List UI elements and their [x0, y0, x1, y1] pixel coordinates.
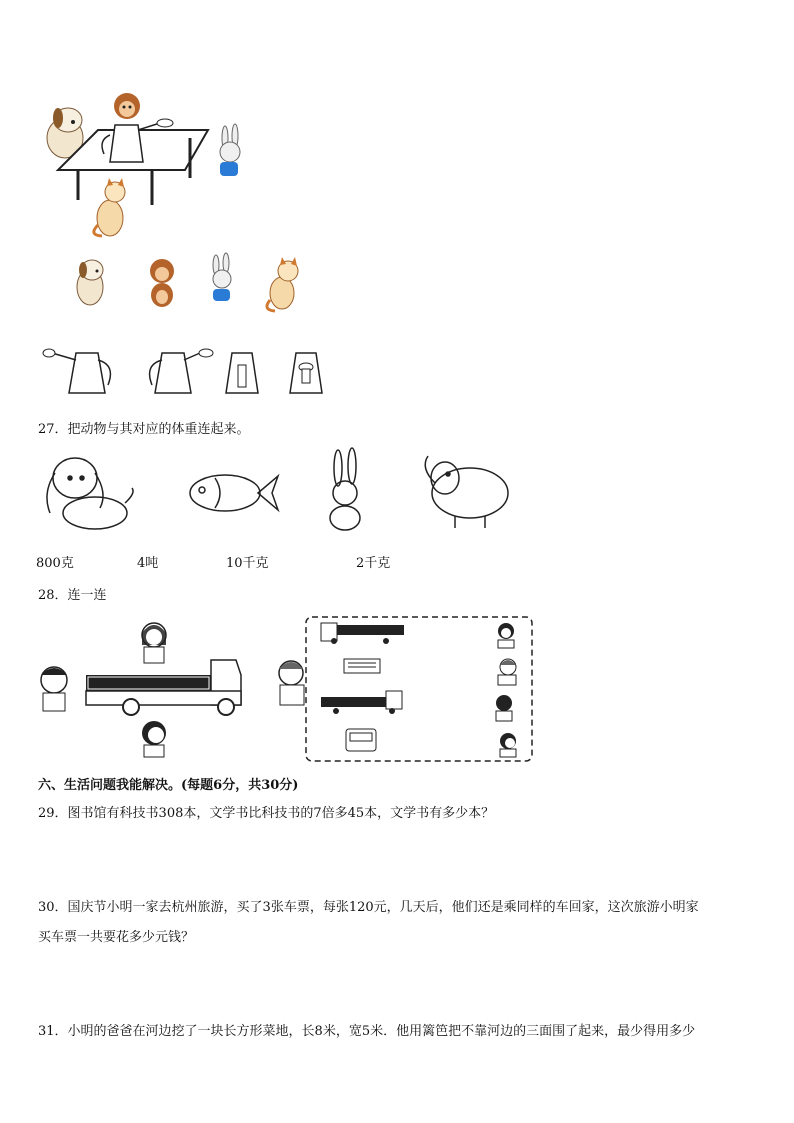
monkey-icon: [150, 259, 174, 307]
animal-row: [70, 255, 310, 315]
kid-view-4: [500, 733, 516, 757]
truck-icon: [86, 660, 241, 715]
q27-text: 27．把动物与其对应的体重连起来。: [38, 422, 250, 437]
truck-view-side-1: [321, 623, 404, 644]
dog-icon: [77, 260, 103, 305]
weight-label-3: 10千克: [226, 556, 269, 571]
can-view-4: [290, 353, 322, 393]
truck-view-back: [344, 659, 380, 673]
kid-view-2: [498, 659, 516, 685]
fish-icon: [190, 475, 278, 511]
views-row: [40, 345, 340, 400]
weight-label-4: 2千克: [356, 556, 391, 571]
rabbit-icon: [213, 253, 231, 301]
truck-view-front: [346, 729, 376, 751]
q28-text: 28．连一连: [38, 588, 107, 603]
can-view-1: [43, 349, 110, 393]
weight-animals-row: [40, 448, 520, 538]
q29-text: 29．图书馆有科技书308本，文学书比科技书的7倍多45本，文学书有多少本？: [38, 806, 495, 821]
monkey-icon: [114, 93, 140, 119]
rabbit-icon: [220, 124, 240, 176]
weight-label-2: 4吨: [137, 556, 159, 571]
weight-label-1: 800克: [36, 556, 74, 571]
kid-view-1: [498, 623, 514, 648]
can-view-2: [150, 349, 213, 393]
girl-top-icon: [142, 623, 166, 663]
table-scene: [40, 90, 260, 240]
truck-scene: [36, 615, 536, 765]
truck-view-side-2: [321, 691, 402, 714]
q31-text: 31．小明的爸爸在河边挖了一块长方形菜地，长8米，宽5米．他用篱笆把不靠河边的三面围了起来，最少得用多少: [38, 1024, 696, 1039]
worker-right-icon: [279, 661, 304, 705]
cat-icon: [94, 178, 125, 236]
can-view-3: [226, 353, 258, 393]
section6-title: 六、生活问题我能解决。(每题6分，共30分): [38, 778, 299, 793]
kid-view-3: [496, 695, 512, 721]
rabbit-icon: [330, 448, 360, 530]
girl-bottom-icon: [142, 721, 166, 757]
views-dashed-box: [306, 617, 532, 761]
q30-line2: 买车票一共要花多少元钱？: [38, 930, 195, 945]
dog-icon: [47, 458, 133, 529]
cat-icon: [267, 257, 298, 311]
q30-line1: 30．国庆节小明一家去杭州旅游，买了3张车票，每张120元，几天后，他们还是乘同样的车回家，这次旅游小明家: [38, 900, 699, 915]
elephant-icon: [425, 456, 508, 528]
boy-left-icon: [41, 667, 67, 711]
